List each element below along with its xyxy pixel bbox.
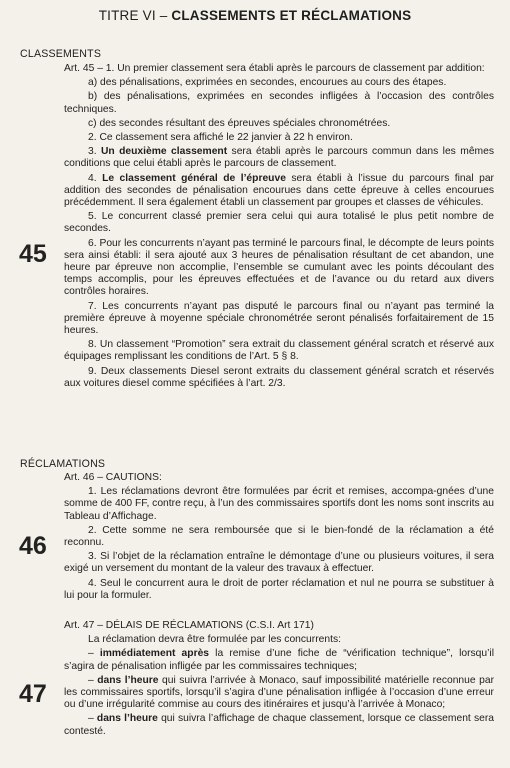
art46-p1: 1. Les réclamations devront être formulées par écrit et remises, accompa-gnées d’une somme de 400 FF, contre reçu, à l’un des commissaires sportifs dont les noms sont inscrits au Tableau d’Affichage. <box>64 486 494 522</box>
margin-number-46: 46 <box>19 532 47 560</box>
title-main: CLASSEMENTS ET RÉCLAMATIONS <box>171 8 412 23</box>
art45-p4-rest: sera établi à l’issue du parcours final par addition des secondes de pénalisation encourues dans cette épreuve à celles encourues précédemment. Il sera également établi un classement par groupes et classes de véhicules. <box>64 172 494 209</box>
art47-heading: Art. 47 – DÉLAIS DE RÉCLAMATIONS (C.S.I. Art 171) <box>64 620 314 631</box>
art45-p3 <box>64 146 494 170</box>
art45-p3-bold: Un deuxième classement <box>101 146 228 158</box>
art45-p5: 5. Le concurrent classé premier sera celui qui aura totalisé le plus petit nombre de secondes. <box>64 211 494 235</box>
art45-p2: 2. Ce classement sera affiché le 22 janvier à 22 h environ. <box>88 132 353 144</box>
art45-p1c: c) des secondes résultant des épreuves spéciales chronométrées. <box>88 117 391 129</box>
art47-i2-dash: – <box>88 674 98 686</box>
margin-number-47: 47 <box>19 680 47 708</box>
art47-item-2 <box>64 675 494 712</box>
article-47 <box>64 620 494 740</box>
margin-number-45: 45 <box>19 240 47 268</box>
art45-p6: 6. Pour les concurrents n’ayant pas terminé le parcours final, le décompte de leurs points sera ainsi établi: il sera ajouté aux 3 heures de pénalisation résultant de cet abandon, une heure par épreuve non accomplie, l’ensemble se cumulant avec les points découlant des temps accomplis, pour les épreuves effectuées et de l’avance ou du retard aux divers contrôles horaires. <box>64 237 494 298</box>
art47-i3-bold: dans l’heure <box>96 713 158 725</box>
art45-p4 <box>64 173 494 210</box>
title-prefix: TITRE VI – <box>98 8 172 23</box>
art47-i2-bold: dans l’heure <box>97 674 159 686</box>
art47-item-1 <box>64 648 494 672</box>
art45-p1b: b) des pénalisations, exprimées en secondes infligées à l’occasion des contrôles techniques. <box>64 91 494 115</box>
art47-item-3 <box>64 713 494 737</box>
art45-p4-bold: Le classement général de l’épreuve <box>102 172 286 184</box>
art45-p4-num: 4. <box>88 172 103 184</box>
art45-p3-num: 3. <box>88 146 101 158</box>
section-heading-classements: CLASSEMENTS <box>20 48 102 60</box>
art47-intro: La réclamation devra être formulée par les concurrents: <box>88 634 341 646</box>
art46-heading: Art. 46 – CAUTIONS: <box>64 472 162 483</box>
art47-i3-dash: – <box>88 713 97 725</box>
page-title <box>0 8 510 23</box>
art45-p9: 9. Deux classements Diesel seront extraits du classement général scratch et réservés aux voitures diesel comme spécifiées à l’art. 2/3. <box>64 365 494 389</box>
art45-p1a: a) des pénalisations, exprimées en secondes, encourues au cours des étapes. <box>88 77 447 89</box>
art47-i1-rest: la remise d’une fiche de “vérification technique”, lorsqu’il s’agira de pénalisation infligée par les commissaires techniques; <box>64 648 494 672</box>
section-heading-reclamations: RÉCLAMATIONS <box>20 458 106 470</box>
art45-p3-rest: sera établi après le parcours commun dans les mêmes conditions que celui établi après le parcours de classement. <box>64 146 494 170</box>
art47-i2-rest: qui suivra l’arrivée à Monaco, sauf impossibilité matérielle reconnue par les commissaires sportifs, lorsqu’il s’agira d’une pénalisation infligée à l’occasion d’une erreur ou d’une irrégularité commise au cours des itinéraires et jusqu’à l’arrivée à Monaco; <box>64 674 494 711</box>
article-45 <box>64 63 494 392</box>
art47-i1-bold: immédiatement après <box>99 648 210 660</box>
art45-p8: 8. Un classement “Promotion” sera extrait du classement général scratch et réservé aux équipages remplissant les conditions de l’Art. 5 § 8. <box>64 339 494 363</box>
art45-p1: Art. 45 – 1. Un premier classement sera établi après le parcours de classement par addition: <box>64 63 485 74</box>
article-46 <box>64 472 494 604</box>
art47-i3-rest: qui suivra l’affichage de chaque classement, lorsque ce classement sera contesté. <box>64 713 494 737</box>
art45-p7: 7. Les concurrents n’ayant pas disputé le parcours final ou n’ayant pas terminé la première épreuve à moyenne spéciale chronométrée seront pénalisés forfaitairement de 15 heures. <box>64 300 494 337</box>
art46-p3: 3. Si l’objet de la réclamation entraîne le démontage d’une ou plusieurs voitures, il sera exigé un versement du montant de la valeur des travaux à effectuer. <box>64 551 494 575</box>
art46-p4: 4. Seul le concurrent aura le droit de porter réclamation et nul ne pourra se substituer à lui pour la formuler. <box>64 577 494 601</box>
art46-p2: 2. Cette somme ne sera remboursée que si le bien-fondé de la réclamation a été reconnu. <box>64 524 494 549</box>
art47-i1-dash: – <box>88 648 100 660</box>
